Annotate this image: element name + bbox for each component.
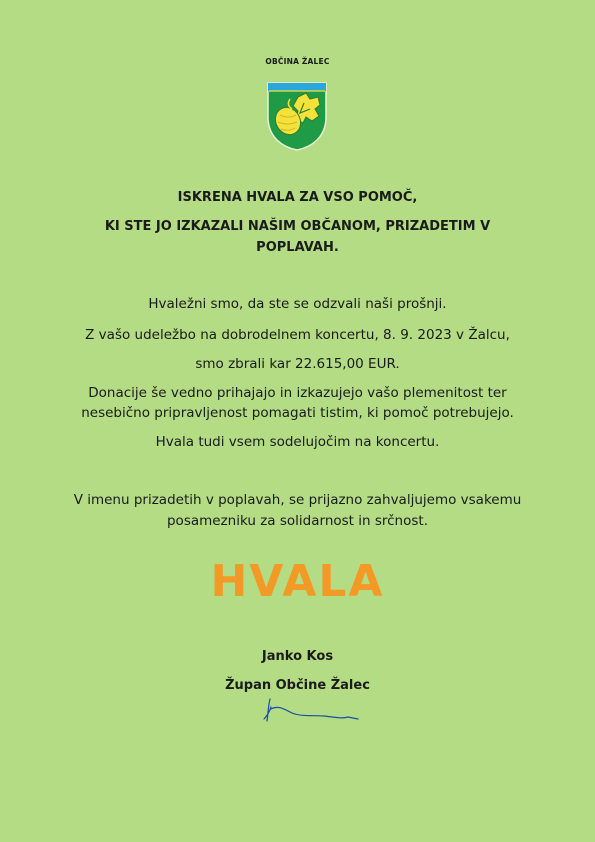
paragraph-amount: smo zbrali kar 22.615,00 EUR. [195, 356, 400, 372]
paragraph-closing-line-2: posamezniku za solidarnost in srčnost. [166, 513, 428, 529]
paragraph-concert: Z vašo udeležbo na dobrodelnem koncertu, 8. 9. 2023 v Žalcu, [85, 327, 510, 343]
headline-line-1: ISKRENA HVALA ZA VSO POMOČ, [177, 190, 418, 205]
paragraph-closing-line-1: V imenu prizadetih v poplavah, se prijazno zahvaljujemo vsakemu [73, 492, 522, 508]
signer-title: Župan Občine Žalec [225, 678, 370, 693]
coat-of-arms-icon [266, 79, 328, 151]
paragraph-donations-line-2: nesebično pripravljenost pomagati tistim, ki pomoč potrebujejo. [81, 405, 514, 421]
paragraph-gratitude: Hvaležni smo, da ste se odzvali naši prošnji. [148, 296, 447, 312]
signature-icon [262, 695, 362, 729]
municipality-label: OBČINA ŽALEC [265, 57, 330, 66]
signer-name: Janko Kos [261, 649, 334, 664]
big-thanks-heading: HVALA [210, 556, 385, 607]
headline-line-2: KI STE JO IZKAZALI NAŠIM OBČANOM, PRIZADETIM V [104, 219, 491, 234]
paragraph-donations-line-1: Donacije še vedno prihajajo in izkazujejo vašo plemenitost ter [88, 385, 507, 401]
paragraph-participants: Hvala tudi vsem sodelujočim na koncertu. [155, 434, 440, 450]
headline-line-3: POPLAVAH. [256, 240, 339, 255]
